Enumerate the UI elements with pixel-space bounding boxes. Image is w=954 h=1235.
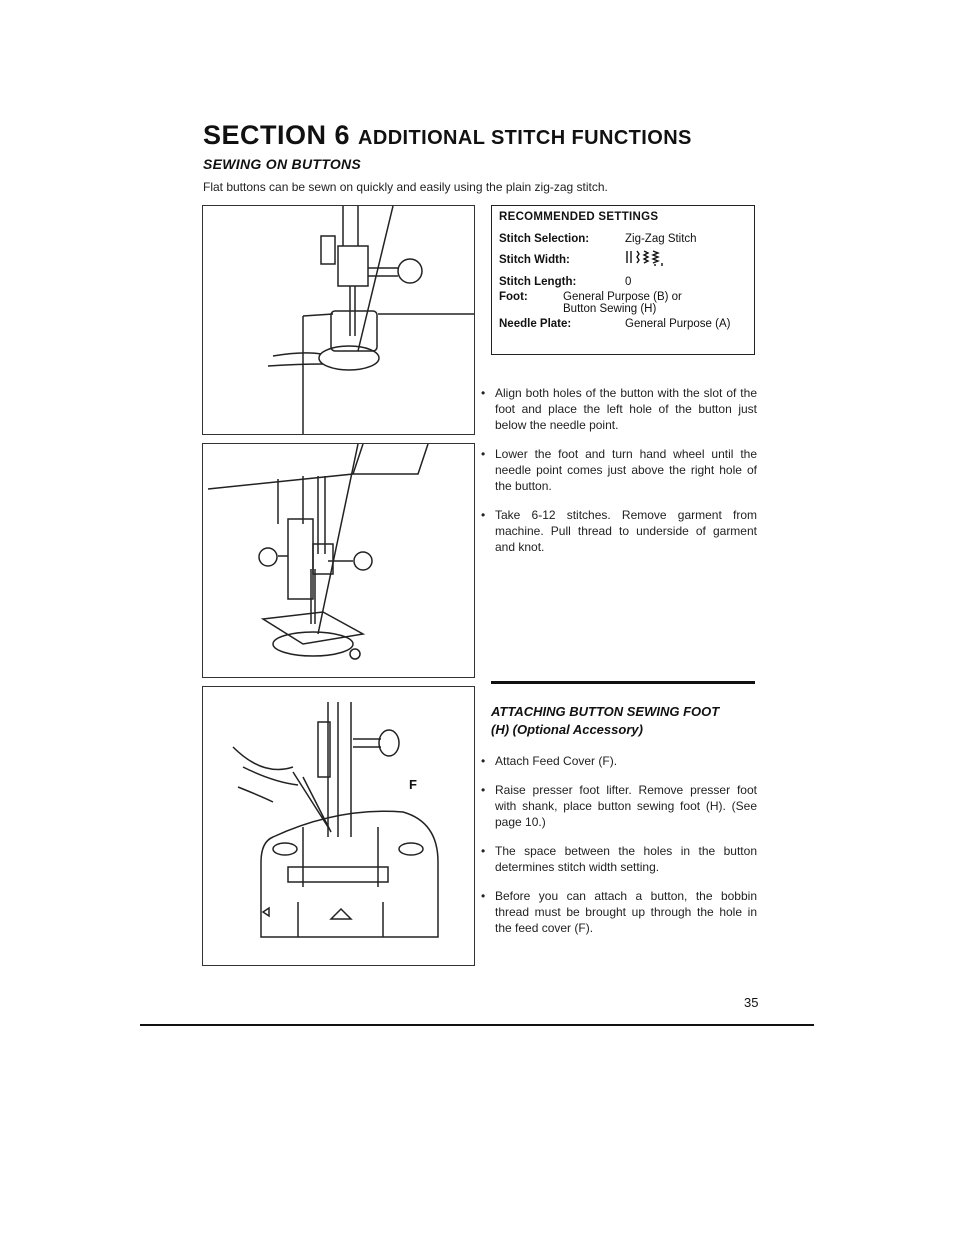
- attaching-heading-line-2: (H) (Optional Accessory): [491, 722, 643, 737]
- needle-plate-value: General Purpose (A): [625, 318, 731, 330]
- needle-plate-label: Needle Plate:: [499, 318, 572, 330]
- stitch-length-value: 0: [625, 276, 632, 288]
- foot-row: [499, 291, 747, 303]
- intro-text: Flat buttons can be sewn on quickly and easily using the plain zig-zag stitch.: [203, 180, 608, 194]
- section-divider: [491, 681, 755, 684]
- list-item: • Before you can attach a button, the bobbin thread must be brought up through the hole in the feed cover (F).: [481, 889, 757, 935]
- list-item: • The space between the holes in the button determines stitch width setting.: [481, 844, 757, 874]
- stitch-selection-row: [499, 233, 747, 245]
- needle-plate-row: [499, 318, 747, 330]
- list-item: • Attach Feed Cover (F).: [481, 754, 618, 768]
- figure-label-f: F: [409, 777, 417, 792]
- steps-attaching-foot: [481, 753, 757, 949]
- recommended-settings-box: [491, 205, 755, 355]
- figure-needle-over-right-hole: [202, 443, 475, 678]
- section-heading: [203, 120, 692, 151]
- stitch-width-icon: [625, 249, 747, 270]
- stitch-length-label: Stitch Length:: [499, 276, 577, 288]
- list-item: • Align both holes of the button with the slot of the foot and place the left hole of the button just below the needle point.: [481, 386, 757, 432]
- section-title: ADDITIONAL STITCH FUNCTIONS: [358, 127, 692, 149]
- attaching-heading-line-1: ATTACHING BUTTON SEWING FOOT: [491, 704, 720, 719]
- foot-row-2: [499, 303, 747, 315]
- stitch-width-label: Stitch Width:: [499, 253, 570, 266]
- stitch-selection-value: Zig-Zag Stitch: [625, 233, 697, 245]
- foot-label: Foot:: [499, 291, 528, 303]
- bottom-rule: [140, 1024, 814, 1026]
- page-number: 35: [744, 995, 759, 1010]
- subheading-sewing-on-buttons: SEWING ON BUTTONS: [203, 156, 362, 172]
- list-item: • Lower the foot and turn hand wheel until the needle point comes just above the right hole of the button.: [481, 447, 757, 493]
- foot-value-1: General Purpose (B) or: [563, 291, 682, 303]
- section-number: SECTION 6: [203, 120, 351, 150]
- foot-value-2: Button Sewing (H): [563, 303, 657, 315]
- list-item: • Take 6-12 stitches. Remove garment from machine. Pull thread to underside of garment and knot.: [481, 508, 757, 554]
- figure-needle-on-button: [202, 205, 475, 435]
- settings-heading: RECOMMENDED SETTINGS: [499, 211, 659, 223]
- stitch-selection-label: Stitch Selection:: [499, 233, 590, 245]
- figure-attach-button-foot: [202, 686, 475, 966]
- subheading-attaching-foot: [491, 703, 761, 739]
- stitch-width-row: [499, 249, 747, 270]
- list-item: • Raise presser foot lifter. Remove presser foot with shank, place button sewing foot (H). (See page 10.): [481, 783, 757, 829]
- stitch-length-row: [499, 276, 747, 288]
- steps-sewing-buttons: [481, 385, 757, 568]
